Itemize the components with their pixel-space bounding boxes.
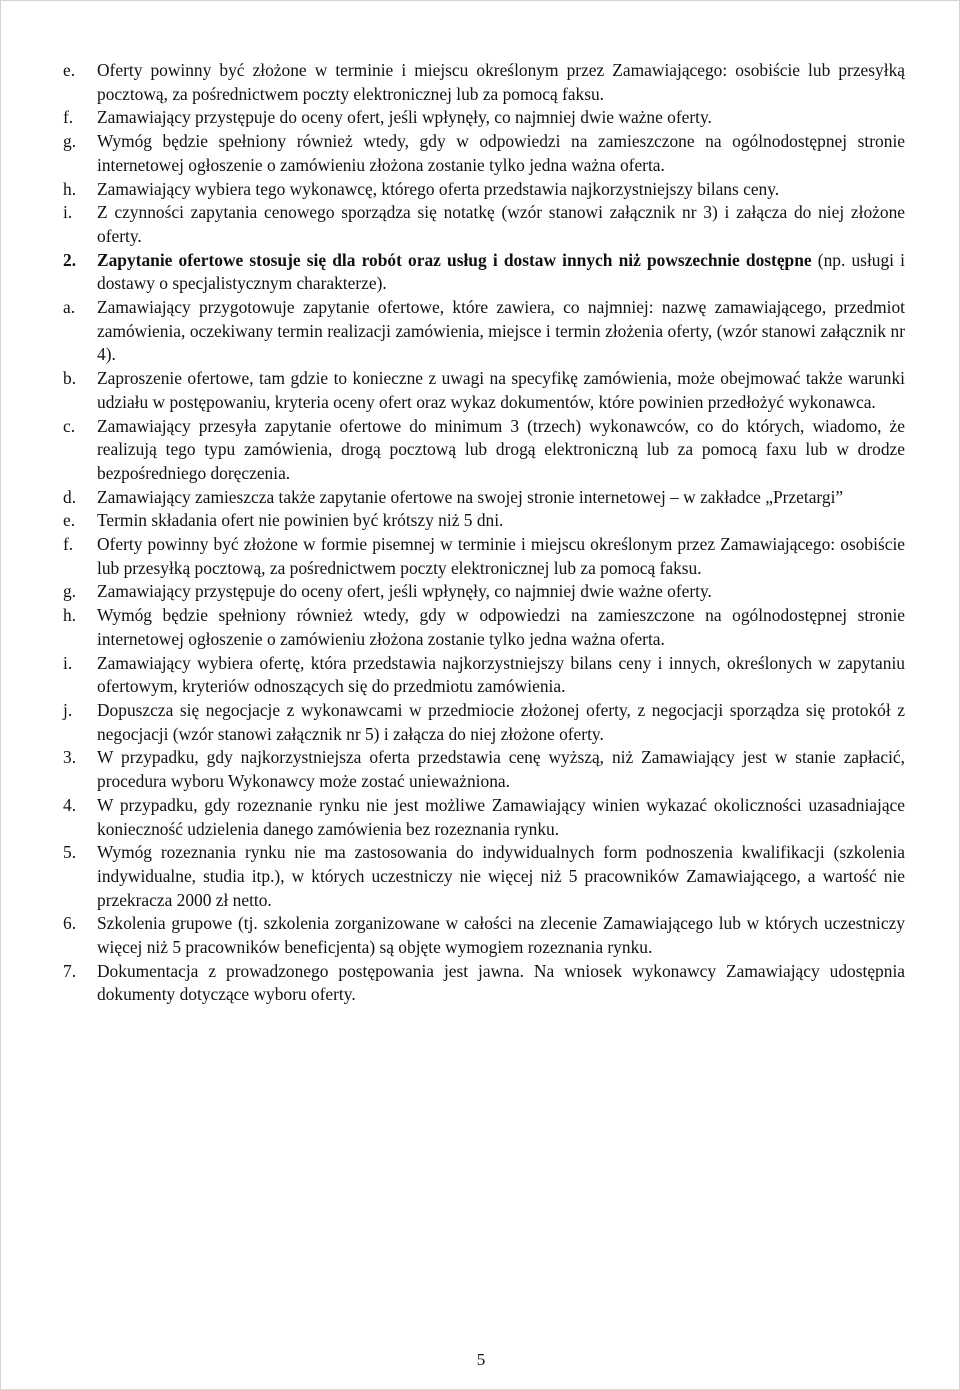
list-item: [63, 296, 905, 367]
page-number: 5: [476, 1350, 486, 1369]
list-item-text: [97, 249, 905, 296]
list-item-text: Zamawiający przesyła zapytanie ofertowe do minimum 3 (trzech) wykonawców, co do których, wiadomo, że realizują tego typu zamówienia, drogą pocztową lub drogą elektroniczną lub za pomocą faxu lub w drodze bezpośredniego doręczenia.: [97, 415, 905, 483]
list-marker: 3.: [63, 747, 77, 768]
list-item: [63, 59, 905, 106]
section-heading: [63, 249, 905, 296]
list-marker: 7.: [63, 960, 77, 981]
list-marker: 6.: [63, 913, 77, 934]
list-marker: 5.: [63, 842, 77, 863]
list-item: [63, 604, 905, 651]
list-item: [63, 652, 905, 699]
list-marker: b.: [63, 368, 77, 389]
list-item-text: Wymóg będzie spełniony również wtedy, gdy w odpowiedzi na zamieszczone na ogólnodostępnej stronie internetowej ogłoszenie o zamówieniu złożona zostanie tylko jedna ważna oferta.: [97, 131, 905, 175]
list-marker: d.: [63, 486, 77, 507]
list-item: [63, 486, 905, 510]
list-marker: h.: [63, 605, 77, 626]
list-marker: j.: [63, 699, 73, 720]
list-item-text: Dopuszcza się negocjacje z wykonawcami w przedmiocie złożonej oferty, z negocjacji sporządza się protokół z negocjacji (wzór stanowi załącznik nr 5) i załącza do niej złożone oferty.: [97, 699, 905, 744]
list-item-text: Szkolenia grupowe (tj. szkolenia zorganizowane w całości na zlecenie Zamawiającego lub w których uczestniczy więcej niż 5 pracowników beneficjenta) są objęte wymogiem rozeznania rynku.: [97, 913, 905, 958]
list-marker: e.: [63, 60, 76, 80]
section-heading-bold: Zapytanie ofertowe stosuje się dla robót oraz usług i dostaw innych niż powszechnie dostępne: [97, 249, 812, 270]
list-item-text: Zamawiający przygotowuje zapytanie ofertowe, które zawiera, co najmniej: nazwę zamawiającego, przedmiot zamówienia, oczekiwany termin realizacji zamówienia, miejsce i termin złożenia oferty, (wzór stanowi załącznik nr 4).: [97, 297, 905, 365]
list-item: [63, 960, 905, 1007]
section-heading-rest: (np. usługi i dostawy o specjalistycznym charakterze).: [97, 249, 906, 294]
list-item-text: Zamawiający wybiera ofertę, która przedstawia najkorzystniejszy bilans ceny i innych, określonych w zapytaniu ofertowym, kryteriów odnoszących się do przedmiotu zamówienia.: [97, 652, 905, 697]
list-item-text: Zamawiający przystępuje do oceny ofert, jeśli wpłynęły, co najmniej dwie ważne oferty.: [97, 107, 712, 128]
list-item: [63, 509, 905, 533]
list-item: [63, 178, 905, 202]
list-marker: i.: [63, 652, 73, 673]
list-item: [63, 580, 905, 604]
list-item: [63, 415, 905, 486]
list-marker: h.: [63, 178, 77, 199]
list-item-text: W przypadku, gdy rozeznanie rynku nie jest możliwe Zamawiający winien wykazać okoliczności uzasadniające konieczność udzielenia danego zamówienia bez rozeznania rynku.: [97, 794, 905, 839]
document-body: [63, 59, 905, 1007]
list-marker: e.: [63, 510, 76, 531]
list-item: [63, 367, 905, 414]
list-item-text: Zaproszenie ofertowe, tam gdzie to konieczne z uwagi na specyfikę zamówienia, może obejmować także warunki udziału w postępowaniu, kryteria oceny ofert oraz wykaz dokumentów, które powinien przedłożyć wykonawca.: [97, 368, 905, 412]
list-marker: g.: [63, 131, 77, 152]
list-item: [63, 533, 905, 580]
list-item-text: Oferty powinny być złożone w formie pisemnej w terminie i miejscu określonym przez Zamawiającego: osobiście lub przesyłką pocztową, za pośrednictwem poczty elektronicznej lub za pomocą faksu.: [97, 534, 905, 578]
list-item-text: Termin składania ofert nie powinien być krótszy niż 5 dni.: [97, 510, 504, 531]
list-marker: f.: [63, 107, 74, 128]
list-item: [63, 794, 905, 841]
list-item-text: Zamawiający zamieszcza także zapytanie ofertowe na swojej stronie internetowej – w zakładce „Przetargi”: [97, 486, 844, 507]
list-item-text: Dokumentacja z prowadzonego postępowania jest jawna. Na wniosek wykonawcy Zamawiający udostępnia dokumenty dotyczące wyboru oferty.: [97, 960, 905, 1005]
list-item: [63, 841, 905, 912]
list-marker: a.: [63, 297, 76, 318]
list-item-text: Wymóg rozeznania rynku nie ma zastosowania do indywidualnych form podnoszenia kwalifikacji (szkolenia indywidualne, studia itp.), w których uczestniczy nie więcej niż 5 pracowników Zamawiającego, a wartość nie przekracza 2000 zł netto.: [97, 842, 905, 910]
list-item: [63, 130, 905, 177]
list-item: [63, 699, 905, 746]
list-item: [63, 201, 905, 248]
list-item-text: W przypadku, gdy najkorzystniejsza oferta przedstawia cenę wyższą, niż Zamawiający jest w stanie zapłacić, procedura wyboru Wykonawcy może zostać unieważniona.: [97, 747, 905, 792]
list-marker: c.: [63, 415, 76, 436]
list-marker: g.: [63, 581, 77, 602]
list-marker: 2.: [63, 249, 77, 270]
list-item: [63, 746, 905, 793]
list-marker: i.: [63, 202, 73, 223]
list-item-text: Zamawiający przystępuje do oceny ofert, jeśli wpłynęły, co najmniej dwie ważne oferty.: [97, 581, 712, 602]
list-item-text: Zamawiający wybiera tego wykonawcę, którego oferta przedstawia najkorzystniejszy bilans ceny.: [97, 178, 780, 199]
list-item: [63, 106, 905, 130]
list-marker: f.: [63, 534, 74, 555]
list-item-text: Oferty powinny być złożone w terminie i miejscu określonym przez Zamawiającego: osobiście lub przesyłką pocztową, za pośrednictwem poczty elektronicznej lub za pomocą faksu.: [97, 60, 905, 104]
list-item-text: Z czynności zapytania cenowego sporządza się notatkę (wzór stanowi załącznik nr 3) i załącza do niej złożone oferty.: [97, 202, 905, 246]
list-item: [63, 912, 905, 959]
list-marker: 4.: [63, 794, 77, 815]
list-item-text: Wymóg będzie spełniony również wtedy, gdy w odpowiedzi na zamieszczone na ogólnodostępnej stronie internetowej ogłoszenie o zamówieniu złożona zostanie tylko jedna ważna oferta.: [97, 605, 905, 649]
